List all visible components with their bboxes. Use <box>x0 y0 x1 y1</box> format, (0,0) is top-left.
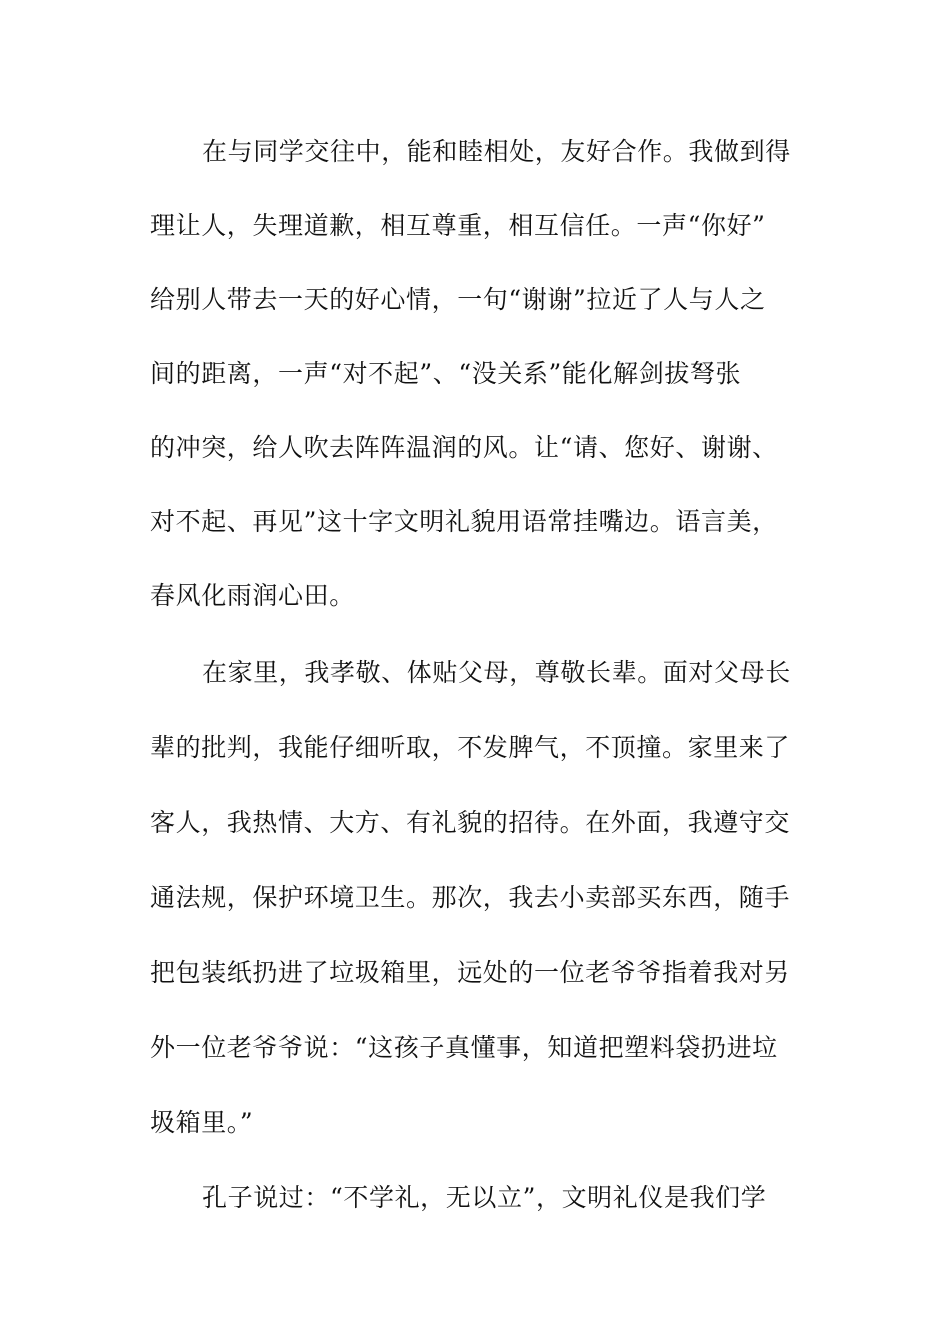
paragraph-1-line-6: 对不起、再见”这十字文明礼貌用语常挂嘴边。语言美， <box>150 507 778 536</box>
paragraph-2-line-1: 在家里，我孝敬、体贴父母，尊敬长辈。面对父母长 <box>202 658 791 687</box>
paragraph-1-line-1: 在与同学交往中，能和睦相处，友好合作。我做到得 <box>202 137 791 166</box>
paragraph-2-line-2: 辈的批判，我能仔细听取，不发脾气，不顶撞。家里来了 <box>150 733 791 762</box>
paragraph-1-line-2: 理让人，失理道歉，相互尊重，相互信任。一声“你好” <box>150 211 766 240</box>
paragraph-1-line-3: 给别人带去一天的好心情，一句“谢谢”拉近了人与人之 <box>150 285 766 314</box>
paragraph-2-line-3: 客人，我热情、大方、有礼貌的招待。在外面，我遵守交 <box>150 808 791 837</box>
paragraph-1-line-4: 间的距离，一声“对不起”、“没关系”能化解剑拔弩张 <box>150 359 742 388</box>
paragraph-2-line-7: 圾箱里。” <box>150 1108 254 1137</box>
paragraph-2-line-6: 外一位老爷爷说：“这孩子真懂事，知道把塑料袋扔进垃 <box>150 1033 778 1062</box>
paragraph-2-line-4: 通法规，保护环境卫生。那次，我去小卖部买东西，随手 <box>150 883 791 912</box>
paragraph-3-line-1: 孔子说过：“不学礼，无以立”，文明礼仪是我们学 <box>202 1183 767 1212</box>
paragraph-1-line-7: 春风化雨润心田。 <box>150 581 355 610</box>
paragraph-1-line-5: 的冲突，给人吹去阵阵温润的风。让“请、您好、谢谢、 <box>150 433 778 462</box>
paragraph-2-line-5: 把包装纸扔进了垃圾箱里，远处的一位老爷爷指着我对另 <box>150 958 791 987</box>
